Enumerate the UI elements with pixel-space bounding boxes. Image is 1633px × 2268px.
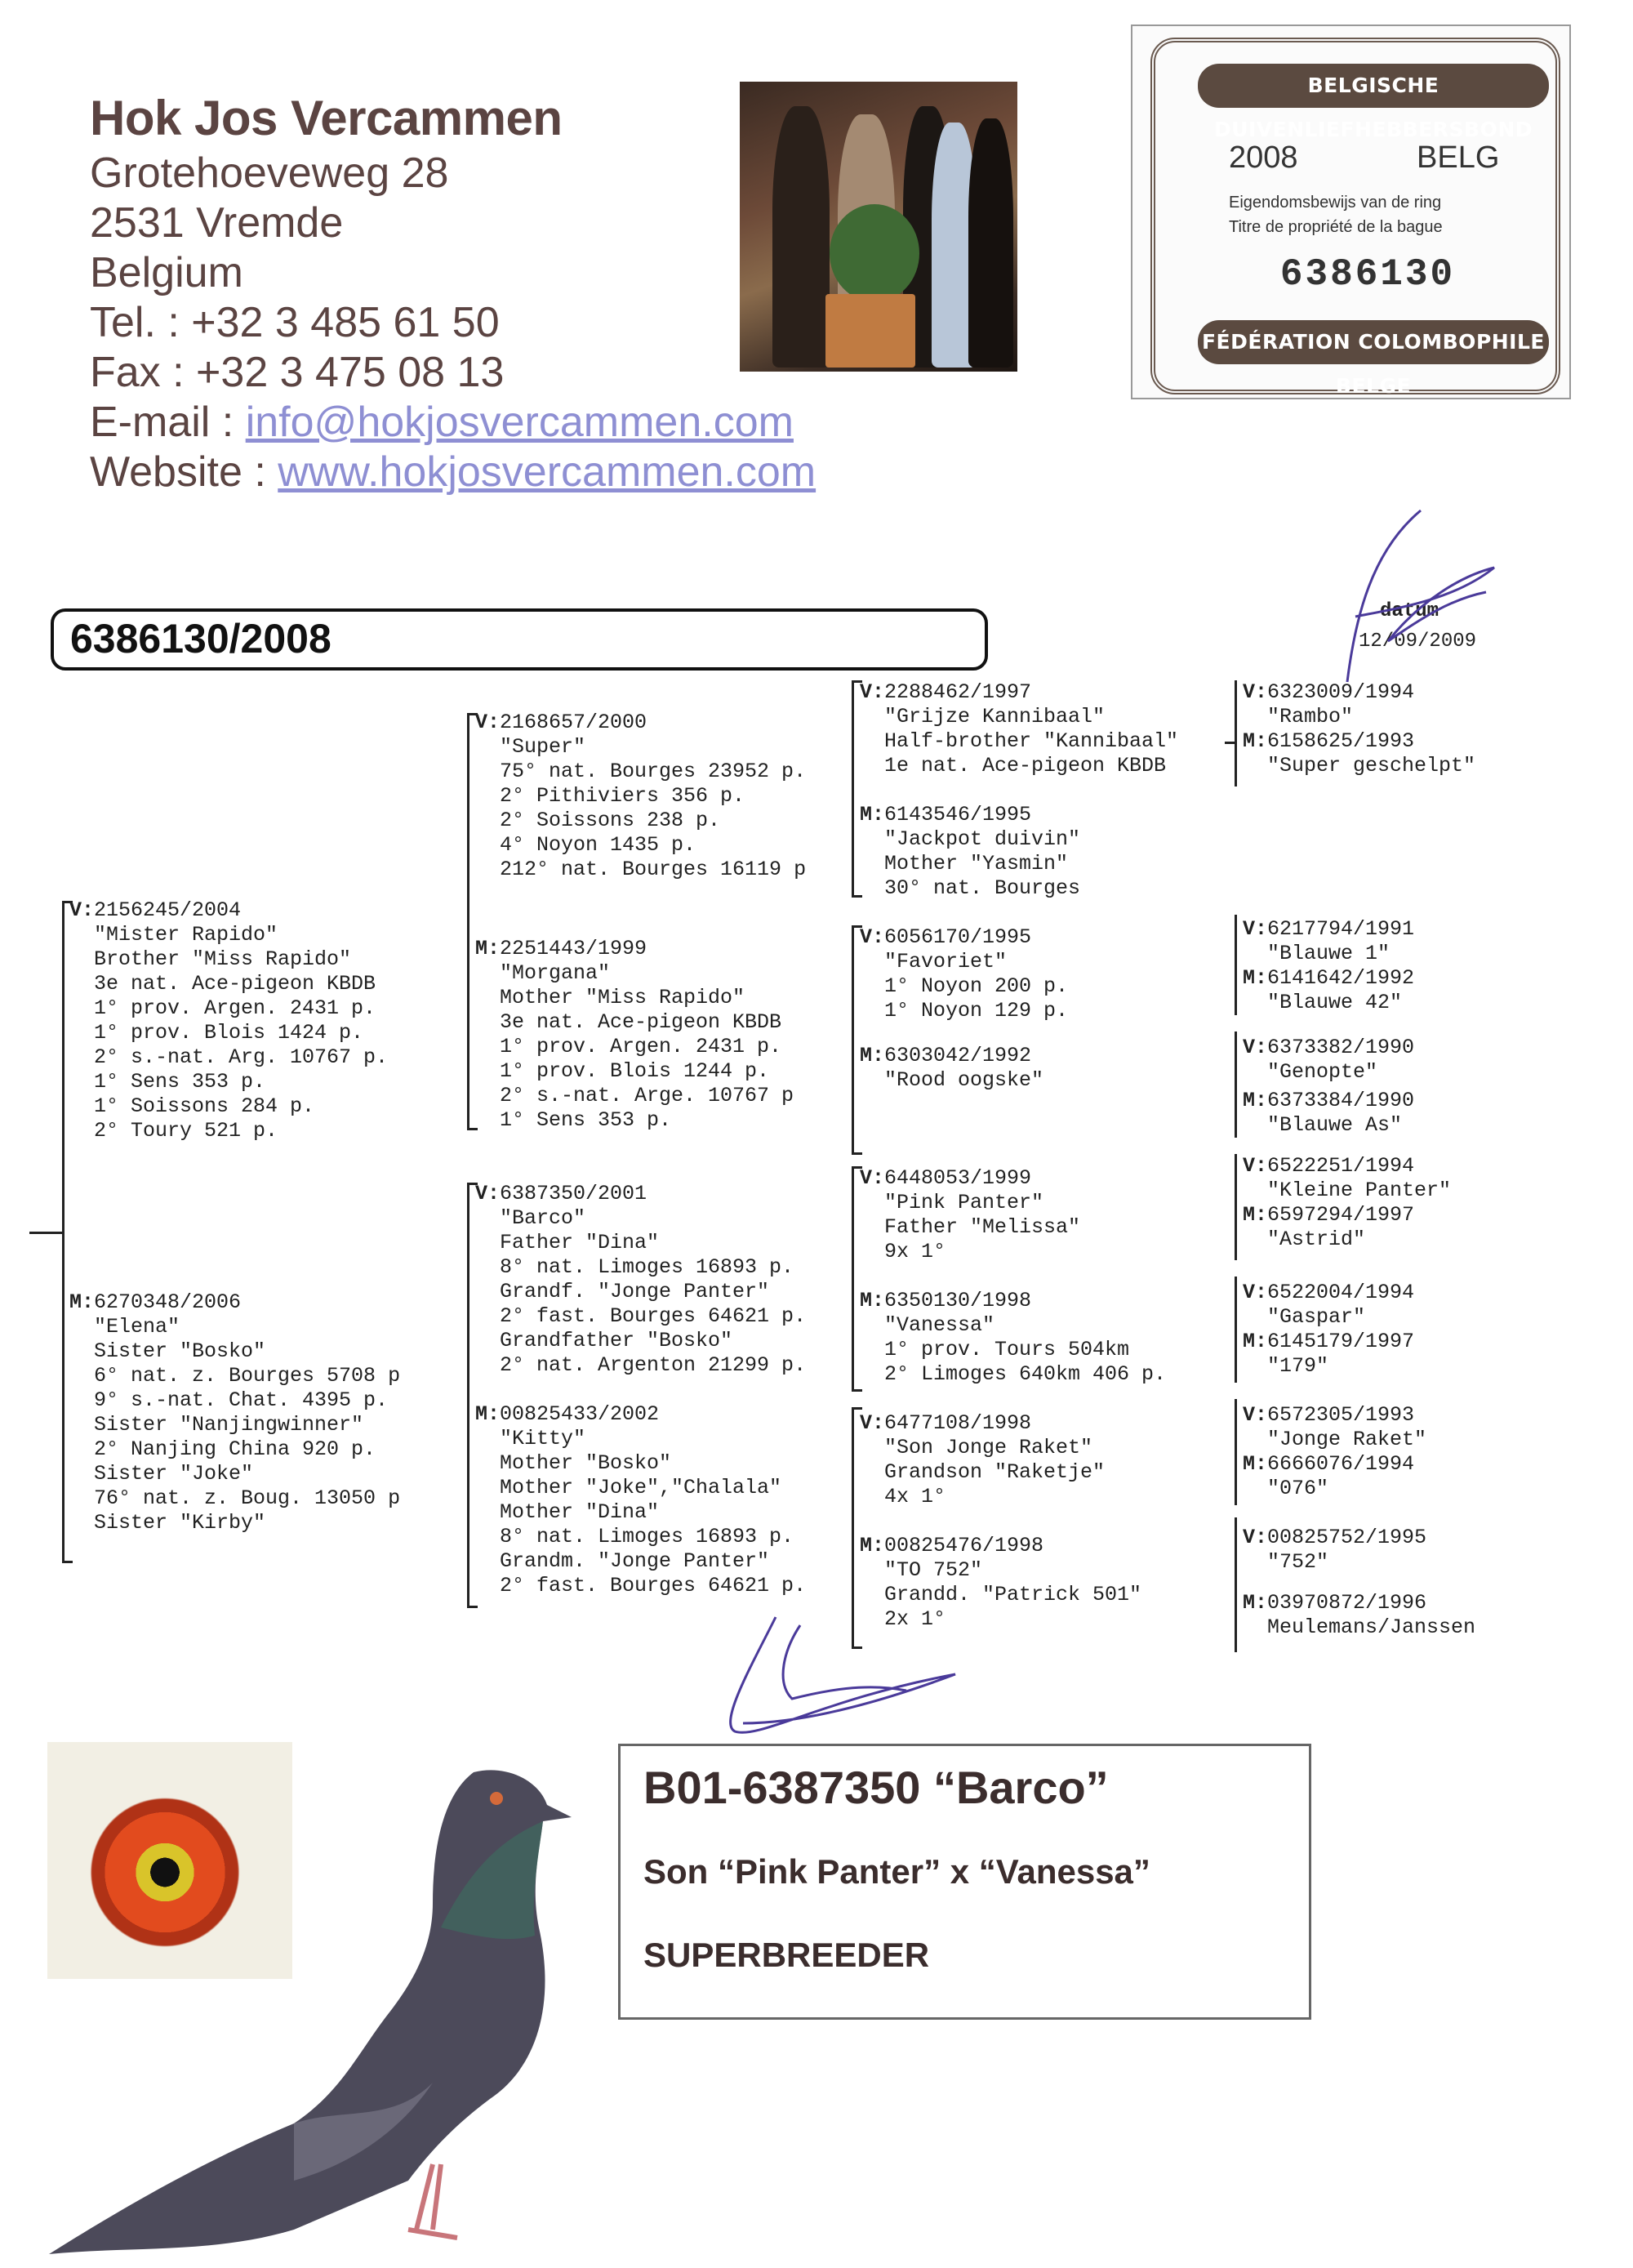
pedigree-sex-tag: V: xyxy=(860,925,885,949)
pedigree-line: 2° Pithiviers 356 p. xyxy=(475,784,745,808)
pedigree-g4-7 xyxy=(1243,1154,1451,1203)
website-link[interactable]: www.hokjosvercammen.com xyxy=(278,448,816,496)
pedigree-sex-tag: V: xyxy=(1243,1281,1268,1304)
pedigree-ring-number: 03970872/1996 xyxy=(1267,1591,1427,1615)
root-connector xyxy=(29,1232,62,1234)
ring-bottom-banner: FÉDÉRATION COLOMBOPHILE BELGE xyxy=(1198,320,1549,364)
highlight-title: B01-6387350 “Barco” xyxy=(643,1762,1109,1813)
pedigree-line: "Elena" xyxy=(69,1315,180,1339)
pedigree-line: 2° fast. Bourges 64621 p. xyxy=(475,1574,807,1597)
pedigree-line xyxy=(860,1289,1166,1313)
pedigree-line xyxy=(1243,680,1414,705)
pedigree-line xyxy=(1243,1089,1414,1113)
pedigree-g4-10 xyxy=(1243,1330,1414,1379)
pedigree-line: "Pink Panter" xyxy=(860,1191,1044,1214)
pedigree-g2-fm xyxy=(475,937,794,1133)
pedigree-line xyxy=(475,937,794,961)
bracket-g4-2 xyxy=(1235,915,1237,1015)
pedigree-g4-1 xyxy=(1243,680,1414,729)
highlight-label: SUPERBREEDER xyxy=(643,1936,930,1974)
award-photo xyxy=(740,82,1017,372)
pedigree-line xyxy=(1243,1403,1426,1428)
pedigree-line: 2° Nanjing China 920 p. xyxy=(69,1437,376,1461)
pedigree-line: "752" xyxy=(1243,1550,1329,1574)
fax: Fax : +32 3 475 08 13 xyxy=(90,349,505,396)
bracket-g4-4 xyxy=(1235,1154,1237,1260)
pedigree-g2-ff xyxy=(475,711,806,882)
pedigree-sex-tag: V: xyxy=(1243,1403,1268,1427)
g4-connector-1 xyxy=(1225,742,1235,744)
pedigree-line: Mother "Dina" xyxy=(475,1500,660,1524)
pedigree-line xyxy=(1243,1154,1451,1179)
pedigree-sex-tag: V: xyxy=(860,1166,885,1190)
pedigree-sex-tag: M: xyxy=(860,1289,885,1312)
pedigree-line: Sister "Joke" xyxy=(69,1462,254,1486)
pedigree-line: "Gaspar" xyxy=(1243,1305,1366,1329)
pedigree-line xyxy=(1243,1591,1475,1615)
pedigree-line: 1° Sens 353 p. xyxy=(475,1108,672,1132)
pedigree-line: "Blauwe 1" xyxy=(1243,942,1390,965)
pedigree-sex-tag: V: xyxy=(1243,1036,1268,1059)
pedigree-line xyxy=(1243,729,1475,754)
pedigree-g3-4 xyxy=(860,1044,1043,1093)
pedigree-line: 1° Noyon 129 p. xyxy=(860,999,1069,1023)
pedigree-line: 4° Noyon 1435 p. xyxy=(475,833,696,857)
pedigree-line: "Super" xyxy=(475,735,586,759)
pedigree-g1-mother xyxy=(69,1290,400,1535)
signature-top xyxy=(1323,502,1511,698)
ring-top-banner: BELGISCHE DUIVENLIEFHEBBERSBOND xyxy=(1198,64,1549,108)
pedigree-line: 75° nat. Bourges 23952 p. xyxy=(475,760,807,783)
pedigree-sex-tag: M: xyxy=(1243,1452,1268,1476)
pedigree-ring-number: 6373382/1990 xyxy=(1267,1036,1415,1059)
pedigree-g4-5 xyxy=(1243,1036,1414,1085)
pedigree-line: "Kitty" xyxy=(475,1427,586,1450)
pedigree-line: Grandm. "Jonge Panter" xyxy=(475,1549,770,1573)
pedigree-line: 1° prov. Argen. 2431 p. xyxy=(69,996,376,1020)
pigeon-photo xyxy=(49,1740,572,2262)
pedigree-ring-number: 6597294/1997 xyxy=(1267,1203,1415,1227)
pedigree-line: "Grijze Kannibaal" xyxy=(860,705,1106,729)
pedigree-line xyxy=(860,680,1178,705)
pedigree-g4-3 xyxy=(1243,917,1414,966)
address-street: Grotehoeveweg 28 xyxy=(90,149,449,197)
pedigree-line: Grandson "Raketje" xyxy=(860,1460,1106,1484)
pedigree-ring-number: 2156245/2004 xyxy=(94,898,242,922)
pedigree-line: 212° nat. Bourges 16119 p xyxy=(475,858,807,881)
pedigree-line xyxy=(860,803,1080,827)
pedigree-sex-tag: V: xyxy=(1243,1526,1268,1549)
pedigree-g3-1 xyxy=(860,680,1178,778)
pedigree-g3-2 xyxy=(860,803,1080,901)
ring-country: BELG xyxy=(1417,140,1500,175)
pedigree-line: Meulemans/Janssen xyxy=(1243,1615,1476,1639)
pedigree-ring-number: 6448053/1999 xyxy=(884,1166,1032,1190)
pedigree-line: 1° prov. Argen. 2431 p. xyxy=(475,1035,782,1058)
pedigree-line xyxy=(69,898,388,923)
pedigree-sex-tag: M: xyxy=(69,1290,95,1314)
pedigree-line: "Jonge Raket" xyxy=(1243,1428,1427,1451)
pedigree-ring-number: 6141642/1992 xyxy=(1267,966,1415,990)
pedigree-line: "Rood oogske" xyxy=(860,1068,1044,1092)
pedigree-g4-13 xyxy=(1243,1526,1426,1575)
pedigree-line: Sister "Kirby" xyxy=(69,1511,266,1535)
pedigree-ring-number: 00825476/1998 xyxy=(884,1534,1044,1557)
bracket-g4-7 xyxy=(1235,1517,1237,1652)
email-link[interactable]: info@hokjosvercammen.com xyxy=(245,399,794,446)
email-row xyxy=(90,398,794,447)
pedigree-line: Mother "Miss Rapido" xyxy=(475,986,745,1009)
bracket-g4-6 xyxy=(1235,1399,1237,1505)
pedigree-sex-tag: V: xyxy=(1243,680,1268,704)
pedigree-line: "Super geschelpt" xyxy=(1243,754,1476,778)
pedigree-ring-number: 6270348/2006 xyxy=(94,1290,242,1314)
pedigree-ring-number: 6323009/1994 xyxy=(1267,680,1415,704)
pedigree-line: 1e nat. Ace-pigeon KBDB xyxy=(860,754,1167,778)
pedigree-line: 1° Soissons 284 p. xyxy=(69,1094,315,1118)
pedigree-ring-number: 6145179/1997 xyxy=(1267,1330,1415,1353)
pedigree-line: 8° nat. Limoges 16893 p. xyxy=(475,1525,794,1548)
pedigree-g1-father xyxy=(69,898,388,1143)
pedigree-ring-number: 2288462/1997 xyxy=(884,680,1032,704)
pedigree-ring-number: 6373384/1990 xyxy=(1267,1089,1415,1112)
pedigree-sex-tag: M: xyxy=(475,937,501,960)
pedigree-line: "Barco" xyxy=(475,1206,586,1230)
pedigree-line xyxy=(475,1402,806,1427)
pedigree-title-box xyxy=(51,608,988,671)
pedigree-sex-tag: V: xyxy=(860,680,885,704)
pedigree-ring-number: 2168657/2000 xyxy=(500,711,647,734)
pedigree-sex-tag: M: xyxy=(1243,729,1268,753)
pedigree-line: "Son Jonge Raket" xyxy=(860,1436,1093,1459)
datum-label: datum xyxy=(1380,600,1439,622)
pedigree-ring-number: 00825433/2002 xyxy=(500,1402,660,1426)
pedigree-line xyxy=(69,1290,400,1315)
pedigree-line: 2° fast. Bourges 64621 p. xyxy=(475,1304,807,1328)
pedigree-sex-tag: V: xyxy=(860,1411,885,1435)
pedigree-line xyxy=(1243,1452,1414,1477)
ring-certificate xyxy=(1131,25,1571,399)
pedigree-line: "Mister Rapido" xyxy=(69,923,278,947)
phone: Tel. : +32 3 485 61 50 xyxy=(90,299,500,346)
pedigree-ring-number: 6303042/1992 xyxy=(884,1044,1032,1067)
highlight-box xyxy=(618,1744,1311,2020)
pedigree-ring-number: 6522004/1994 xyxy=(1267,1281,1415,1304)
pedigree-line: "Vanessa" xyxy=(860,1313,995,1337)
pedigree-g3-7 xyxy=(860,1411,1105,1509)
pedigree-g2-mf xyxy=(475,1182,806,1378)
pedigree-g4-11 xyxy=(1243,1403,1426,1452)
pedigree-sex-tag: M: xyxy=(860,803,885,827)
pedigree-line: 2x 1° xyxy=(860,1607,946,1631)
datum-value: 12/09/2009 xyxy=(1359,630,1477,653)
pedigree-ring-number: 6143546/1995 xyxy=(884,803,1032,827)
pedigree-line: "Favoriet" xyxy=(860,950,1008,974)
pedigree-ring-number: 6572305/1993 xyxy=(1267,1403,1415,1427)
pedigree-ring-number: 6387350/2001 xyxy=(500,1182,647,1205)
pedigree-sex-tag: V: xyxy=(475,711,501,734)
pedigree-line: Sister "Nanjingwinner" xyxy=(69,1413,364,1437)
pedigree-line: 1° Noyon 200 p. xyxy=(860,974,1069,998)
pedigree-line xyxy=(1243,1330,1414,1354)
pedigree-sex-tag: M: xyxy=(1243,966,1268,990)
bracket-g4-3 xyxy=(1235,1032,1237,1138)
breeder-name: Hok Jos Vercammen xyxy=(90,91,563,145)
pedigree-line: Mother "Bosko" xyxy=(475,1451,672,1475)
pedigree-line: 76° nat. z. Boug. 13050 p xyxy=(69,1486,401,1510)
pedigree-line: Brother "Miss Rapido" xyxy=(69,947,352,971)
pedigree-line xyxy=(475,1182,806,1206)
pedigree-ring-number: 00825752/1995 xyxy=(1267,1526,1427,1549)
pedigree-line: Grandd. "Patrick 501" xyxy=(860,1583,1142,1606)
ring-certificate-frame xyxy=(1150,38,1560,398)
pedigree-line xyxy=(1243,1203,1414,1228)
pedigree-g4-12 xyxy=(1243,1452,1414,1501)
website-label: Website : xyxy=(90,448,278,496)
pedigree-line: 1° prov. Tours 504km xyxy=(860,1338,1130,1361)
pedigree-line xyxy=(475,711,806,735)
pedigree-g4-6 xyxy=(1243,1089,1414,1138)
pedigree-line: 30° nat. Bourges xyxy=(860,876,1081,900)
pedigree-line: 3e nat. Ace-pigeon KBDB xyxy=(475,1010,782,1034)
pedigree-line: 2° Toury 521 p. xyxy=(69,1119,278,1143)
pedigree-line: Father "Dina" xyxy=(475,1231,660,1254)
pedigree-line: 4x 1° xyxy=(860,1485,946,1508)
highlight-subtitle: Son “Pink Panter” x “Vanessa” xyxy=(643,1852,1150,1891)
pedigree-line: Grandfather "Bosko" xyxy=(475,1329,733,1352)
pedigree-line: "179" xyxy=(1243,1354,1329,1378)
pedigree-line: 9x 1° xyxy=(860,1240,946,1263)
pedigree-title: 6386130/2008 xyxy=(70,616,331,662)
pedigree-ring-number: 6217794/1991 xyxy=(1267,917,1415,941)
pedigree-line: "Jackpot duivin" xyxy=(860,827,1081,851)
pedigree-sex-tag: V: xyxy=(475,1182,501,1205)
pedigree-line: "Morgana" xyxy=(475,961,611,985)
pedigree-line xyxy=(860,925,1068,950)
pedigree-line: "Blauwe 42" xyxy=(1243,991,1403,1014)
pedigree-line: Grandf. "Jonge Panter" xyxy=(475,1280,770,1303)
pedigree-line: "Genopte" xyxy=(1243,1060,1378,1084)
pedigree-line: 8° nat. Limoges 16893 p. xyxy=(475,1255,794,1279)
ring-number: 6386130 xyxy=(1279,253,1456,296)
email-label: E-mail : xyxy=(90,399,246,446)
pedigree-line: Half-brother "Kannibaal" xyxy=(860,729,1179,753)
pedigree-line: Mother "Joke","Chalala" xyxy=(475,1476,782,1499)
pedigree-line: "Rambo" xyxy=(1243,705,1354,729)
bracket-g4-5 xyxy=(1235,1277,1237,1383)
ring-ownership-nl: Eigendomsbewijs van de ring xyxy=(1229,194,1442,212)
pedigree-g2-mm xyxy=(475,1402,806,1598)
pedigree-line: 1° Sens 353 p. xyxy=(69,1070,266,1094)
pedigree-line: "Blauwe As" xyxy=(1243,1113,1403,1137)
pedigree-sex-tag: V: xyxy=(1243,1154,1268,1178)
ring-ownership-fr: Titre de propriété de la bague xyxy=(1229,218,1443,236)
pedigree-g4-2 xyxy=(1243,729,1475,778)
pedigree-line: 2° s.-nat. Arge. 10767 p xyxy=(475,1084,794,1107)
pedigree-line: "Kleine Panter" xyxy=(1243,1179,1452,1202)
pedigree-line: 2° nat. Argenton 21299 p. xyxy=(475,1353,807,1377)
pedigree-line xyxy=(860,1166,1080,1191)
pedigree-g3-5 xyxy=(860,1166,1080,1264)
pedigree-ring-number: 2251443/1999 xyxy=(500,937,647,960)
pedigree-line xyxy=(1243,917,1414,942)
pedigree-sex-tag: M: xyxy=(1243,1089,1268,1112)
bracket-g4-1 xyxy=(1235,680,1237,786)
pedigree-line: 1° prov. Blois 1244 p. xyxy=(475,1059,770,1083)
pedigree-ring-number: 6666076/1994 xyxy=(1267,1452,1415,1476)
pedigree-g3-6 xyxy=(860,1289,1166,1387)
website-row xyxy=(90,448,816,497)
pedigree-line: 1° prov. Blois 1424 p. xyxy=(69,1021,364,1045)
address-country: Belgium xyxy=(90,249,243,296)
pedigree-line xyxy=(860,1534,1141,1558)
pedigree-g3-8 xyxy=(860,1534,1141,1632)
pedigree-ring-number: 6158625/1993 xyxy=(1267,729,1415,753)
pedigree-line: "Astrid" xyxy=(1243,1228,1366,1251)
pedigree-line xyxy=(1243,1036,1414,1060)
pedigree-sex-tag: V: xyxy=(69,898,95,922)
pedigree-line: 2° s.-nat. Arg. 10767 p. xyxy=(69,1045,389,1069)
pedigree-sex-tag: M: xyxy=(860,1534,885,1557)
pedigree-line: 6° nat. z. Bourges 5708 p xyxy=(69,1364,401,1388)
pedigree-line xyxy=(1243,1281,1414,1305)
pedigree-g4-8 xyxy=(1243,1203,1414,1252)
pedigree-g4-4 xyxy=(1243,966,1414,1015)
pedigree-line: "TO 752" xyxy=(860,1558,983,1582)
pedigree-line: Sister "Bosko" xyxy=(69,1339,266,1363)
pedigree-line xyxy=(860,1044,1043,1068)
pedigree-line xyxy=(860,1411,1105,1436)
pedigree-ring-number: 6477108/1998 xyxy=(884,1411,1032,1435)
pedigree-ring-number: 6350130/1998 xyxy=(884,1289,1032,1312)
pedigree-g4-9 xyxy=(1243,1281,1414,1330)
pedigree-g4-14 xyxy=(1243,1591,1475,1640)
pedigree-sex-tag: V: xyxy=(1243,917,1268,941)
pedigree-line: 9° s.-nat. Chat. 4395 p. xyxy=(69,1388,389,1412)
pedigree-sex-tag: M: xyxy=(1243,1591,1268,1615)
pedigree-sex-tag: M: xyxy=(860,1044,885,1067)
pedigree-sex-tag: M: xyxy=(475,1402,501,1426)
pedigree-sex-tag: M: xyxy=(1243,1330,1268,1353)
pedigree-g3-3 xyxy=(860,925,1068,1023)
pedigree-ring-number: 6522251/1994 xyxy=(1267,1154,1415,1178)
pedigree-line: "076" xyxy=(1243,1477,1329,1500)
address-city: 2531 Vremde xyxy=(90,199,344,247)
ring-year: 2008 xyxy=(1229,140,1298,175)
pedigree-line: 3e nat. Ace-pigeon KBDB xyxy=(69,972,376,996)
pedigree-line: Mother "Yasmin" xyxy=(860,852,1069,876)
pedigree-line: 2° Limoges 640km 406 p. xyxy=(860,1362,1167,1386)
pedigree-line xyxy=(1243,1526,1426,1550)
pedigree-ring-number: 6056170/1995 xyxy=(884,925,1032,949)
pedigree-line: 2° Soissons 238 p. xyxy=(475,809,721,832)
pedigree-line xyxy=(1243,966,1414,991)
pedigree-sex-tag: M: xyxy=(1243,1203,1268,1227)
pedigree-line: Father "Melissa" xyxy=(860,1215,1081,1239)
